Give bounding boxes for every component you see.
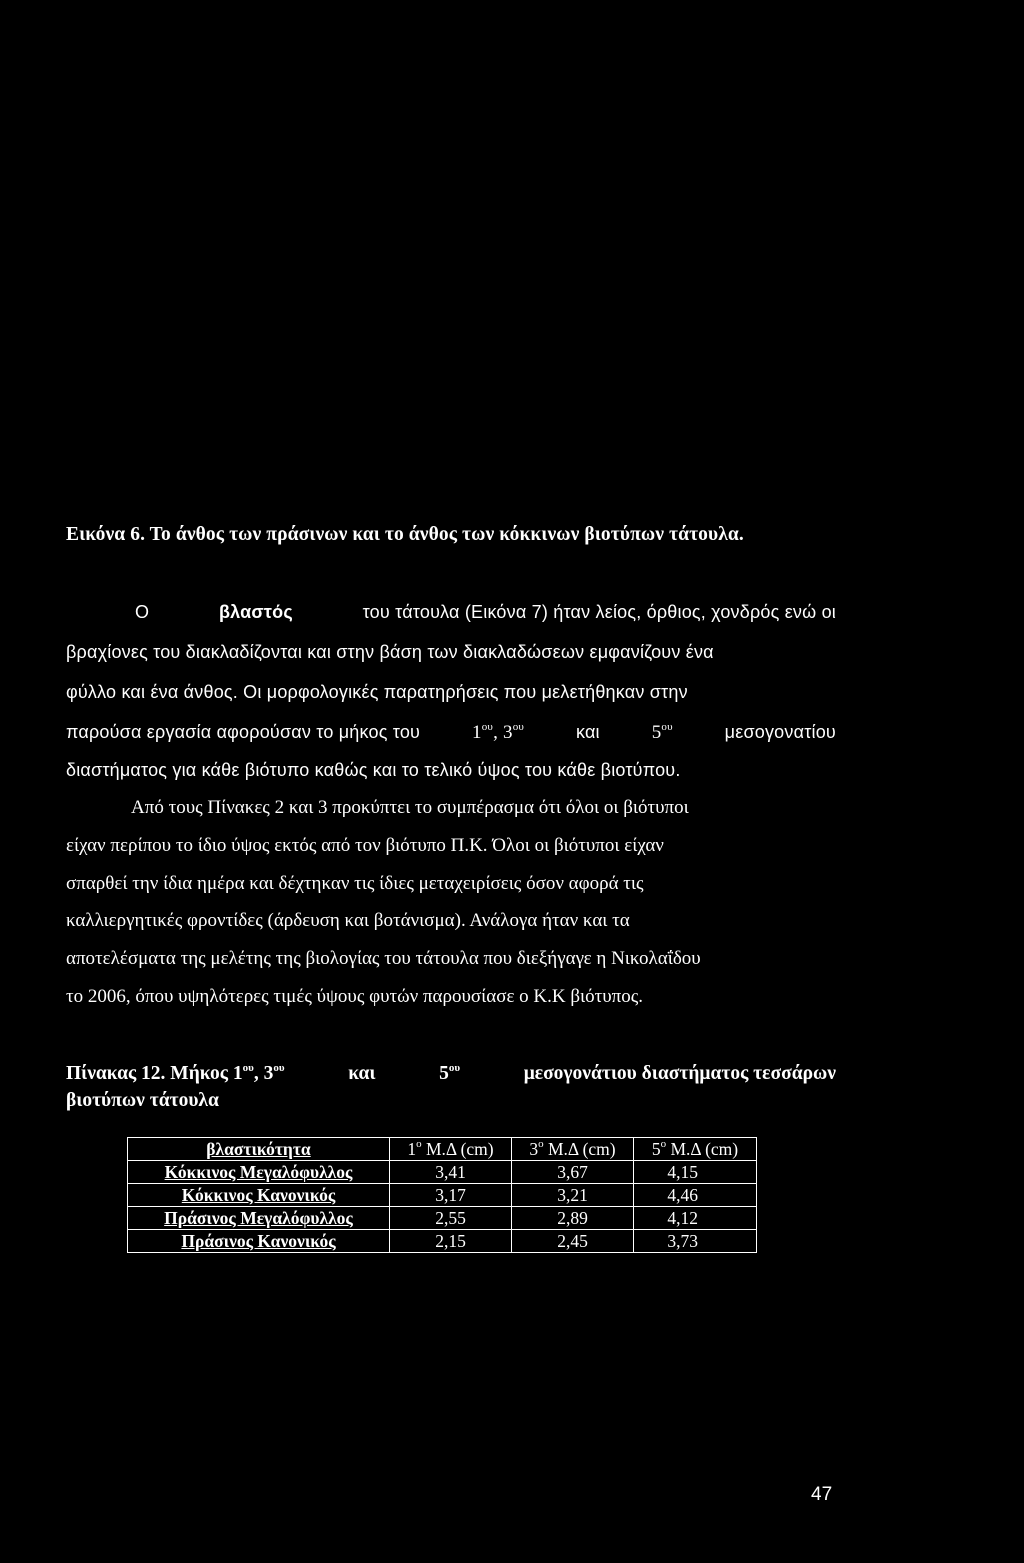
header-internode-1: $1^o$ Μ.Δ (cm) (390, 1138, 512, 1161)
row-label: Πράσινος Μεγαλόφυλλος (128, 1207, 390, 1230)
para1-line1: Ο βλαστός του τάτουλα (Εικόνα 7) ήταν λείος, όρθιος, χονδρός ενώ οι (135, 602, 836, 622)
para2-line5: αποτελέσματα της μελέτης της βιολογίας του τάτουλα που διεξήγαγε η Νικολαΐδου (66, 948, 701, 969)
para2-line2: είχαν περίπου το ίδιο ύψος εκτός από τον βιότυπο Π.Κ. Όλοι οι βιότυποι είχαν (66, 835, 664, 856)
table-row (128, 1184, 757, 1207)
cell-value: 2,89 (512, 1207, 634, 1230)
figure-caption: Εικόνα 6. Το άνθος των πράσινων και το άνθος των κόκκινων βιοτύπων τάτουλα. (66, 524, 744, 545)
para2-line4: καλλιεργητικές φροντίδες (άρδευση και βοτάνισμα). Ανάλογα ήταν και τα (66, 910, 630, 931)
para1-line3: φύλλο και ένα άνθος. Οι μορφολογικές παρατηρήσεις που μελετήθηκαν στην (66, 682, 688, 702)
para1-line5: διαστήματος για κάθε βιότυπο καθώς και το τελικό ύψος του κάθε βιοτύπου. (66, 760, 681, 780)
table-title: Πίνακας 12. Μήκος $1^{o\upsilon}$, $3^{o\upsilon}$ και $5^{o\upsilon}$ μεσογονάτιου διαστήματος τεσσάρων (66, 1062, 836, 1084)
para2-line3: σπαρθεί την ίδια ημέρα και δέχτηκαν τις ίδιες μεταχειρίσεις όσον αφορά τις (66, 873, 644, 894)
row-label: Κόκκινος Κανονικός (128, 1184, 390, 1207)
cell-value: 4,15 (634, 1161, 757, 1184)
cell-value: 3,21 (512, 1184, 634, 1207)
para1-line4: παρούσα εργασία αφορούσαν το μήκος του $1^{o\upsilon}$, $3^{o\upsilon}$ και $5^{o\upsilon}$ μεσογονατίου (66, 721, 836, 743)
table-title-line2: βιοτύπων τάτουλα (66, 1090, 219, 1111)
row-label: Πράσινος Κανονικός (128, 1230, 390, 1253)
table-row (128, 1230, 757, 1253)
row-label: Κόκκινος Μεγαλόφυλλος (128, 1161, 390, 1184)
cell-value: 2,15 (390, 1230, 512, 1253)
cell-value: 2,45 (512, 1230, 634, 1253)
header-internode-5: $5^o$ Μ.Δ (cm) (634, 1138, 757, 1161)
cell-value: 4,12 (634, 1207, 757, 1230)
cell-value: 3,67 (512, 1161, 634, 1184)
table-row (128, 1161, 757, 1184)
internode-table (127, 1137, 757, 1253)
table-header-row (128, 1138, 757, 1161)
para1-line2: βραχίονες του διακλαδίζονται και στην βάση των διακλαδώσεων εμφανίζουν ένα (66, 642, 714, 662)
header-vigor: βλαστικότητα (128, 1138, 390, 1161)
stem-term: βλαστός (218, 602, 293, 622)
header-internode-3: $3^o$ Μ.Δ (cm) (512, 1138, 634, 1161)
cell-value: 3,41 (390, 1161, 512, 1184)
cell-value: 4,46 (634, 1184, 757, 1207)
cell-value: 3,73 (634, 1230, 757, 1253)
cell-value: 2,55 (390, 1207, 512, 1230)
para2-line1: Από τους Πίνακες 2 και 3 προκύπτει το συμπέρασμα ότι όλοι οι βιότυποι (131, 797, 689, 818)
page-number: 47 (811, 1484, 833, 1505)
para2-line6: το 2006, όπου υψηλότερες τιμές ύψους φυτών παρουσίασε ο Κ.Κ βιότυπος. (66, 986, 644, 1007)
table-row (128, 1207, 757, 1230)
cell-value: 3,17 (390, 1184, 512, 1207)
